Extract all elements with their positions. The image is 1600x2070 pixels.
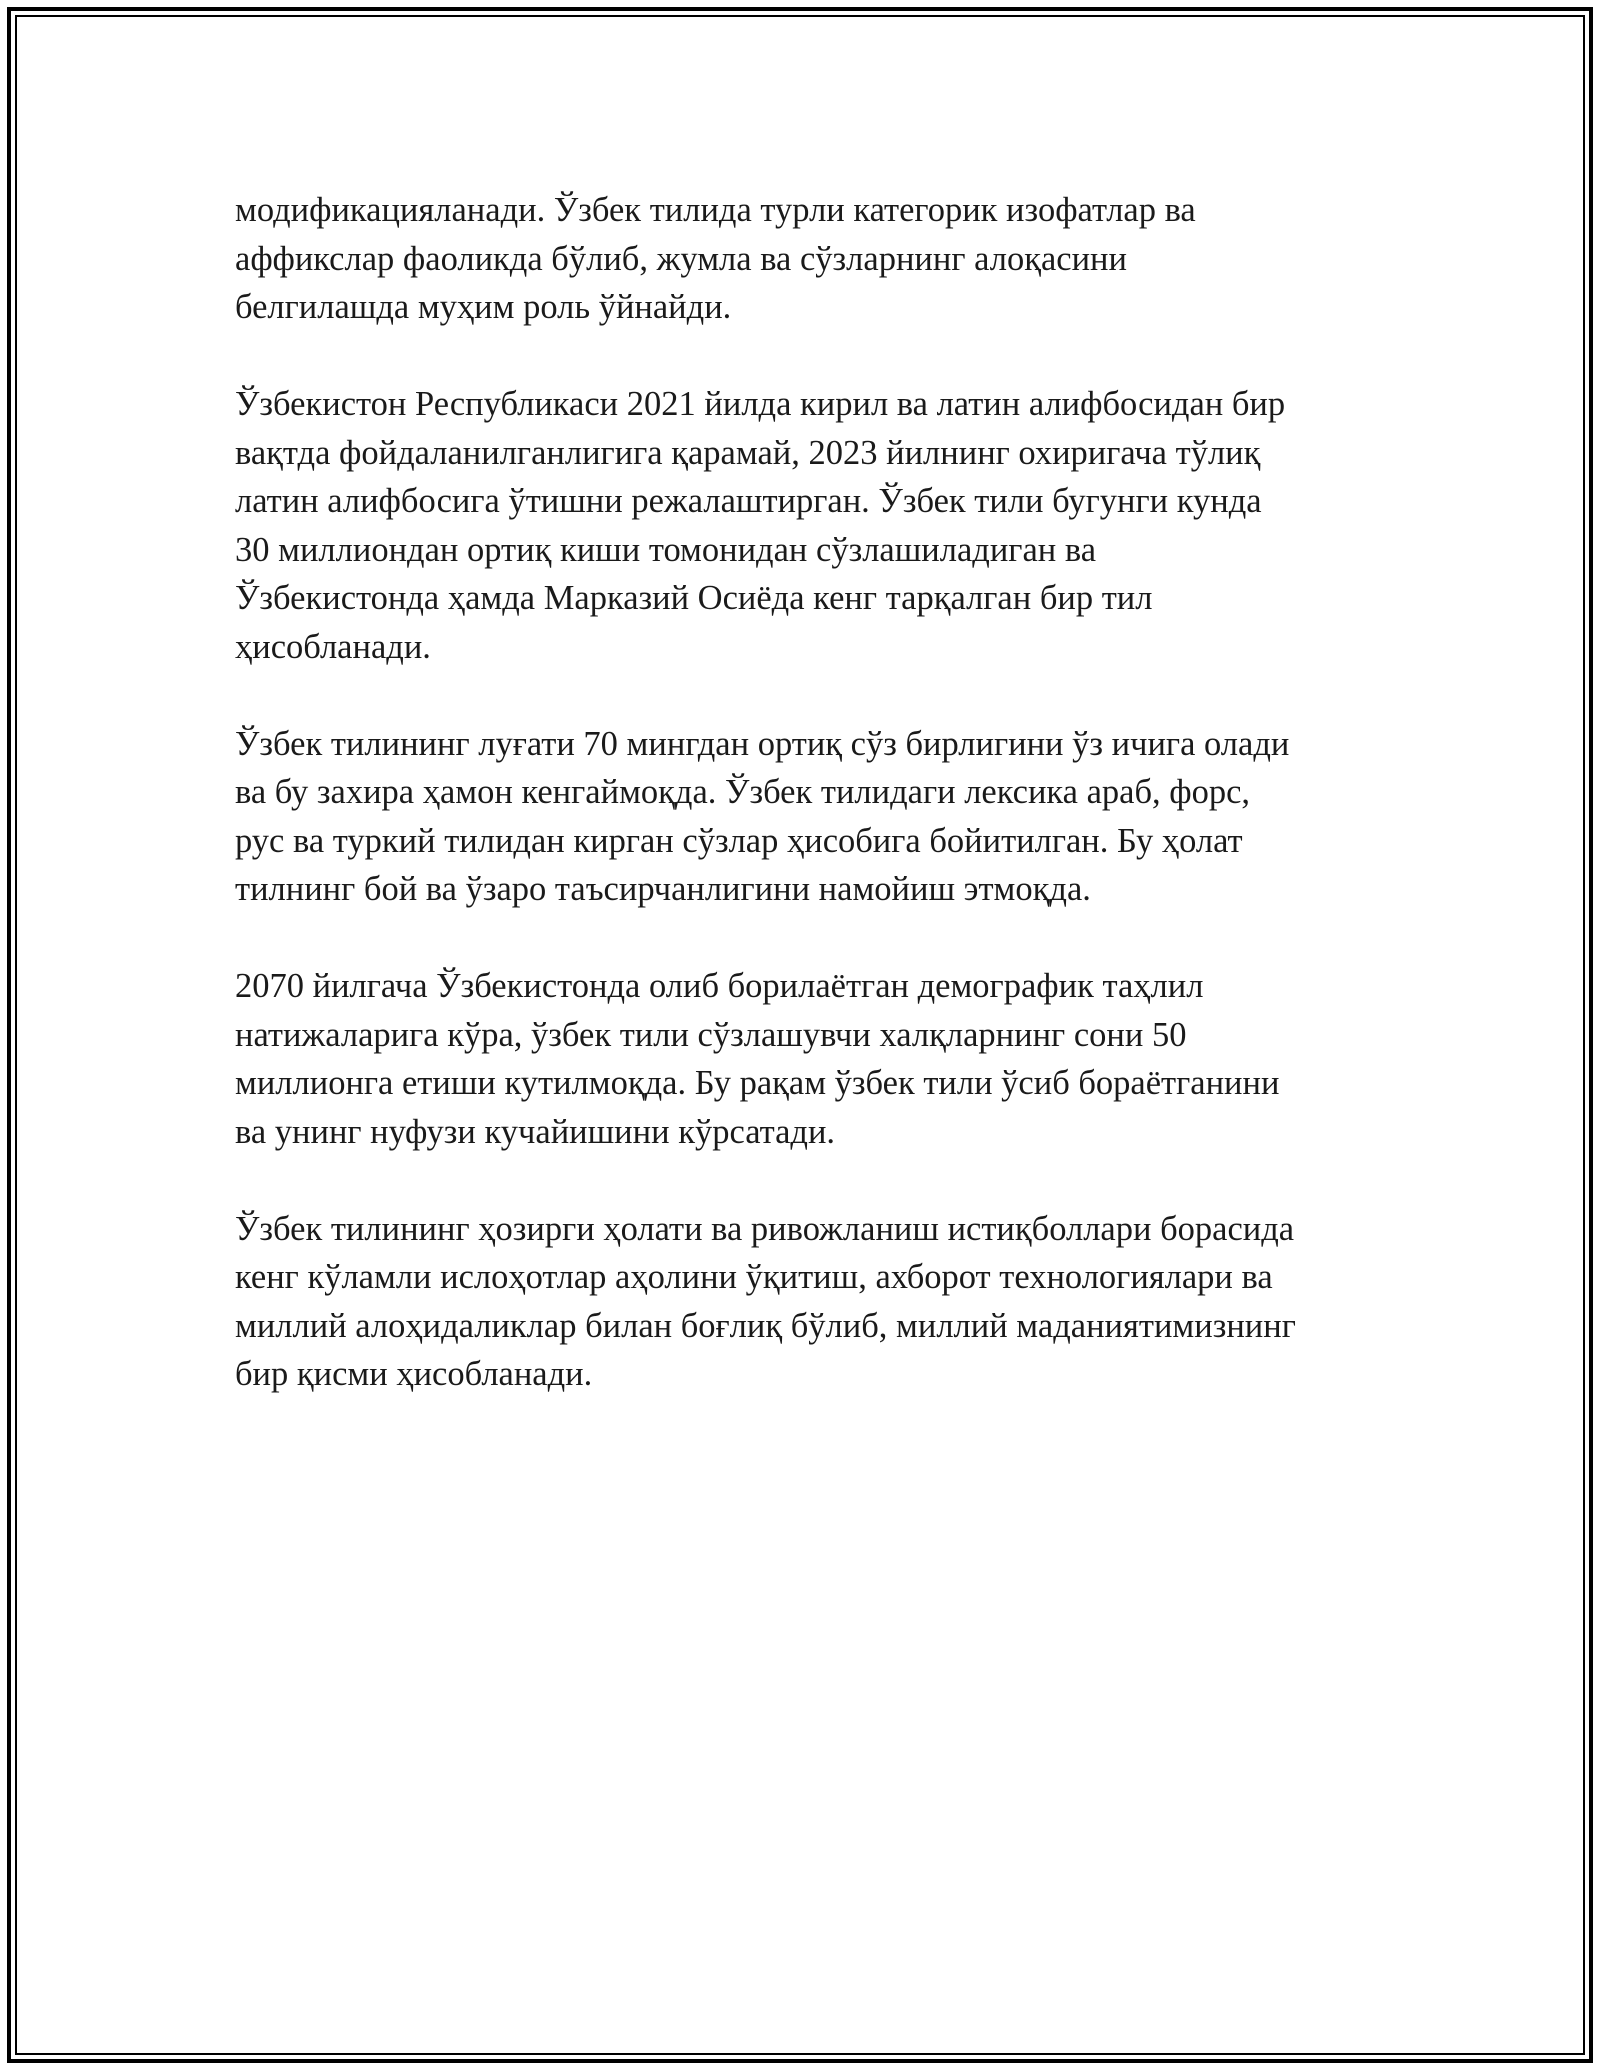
paragraph-4: 2070 йилгача Ўзбекистонда олиб борилаётган демографик таҳлил натижаларига кўра, ўзбек тили сўзлашувчи халқларнинг сони 50 миллионга етиши кутилмоқда. Бу рақам ўзбек тили ўсиб бораётганини ва унинг нуфузи кучайишини кўрсатади. [235, 967, 1280, 1151]
paragraph-2: Ўзбекистон Республикаси 2021 йилда кирил ва латин алифбосидан бир вақтда фойдаланилганлигига қарамай, 2023 йилнинг охиригача тўлиқ латин алифбосига ўтишни режалаштирган. Ўзбек тили бугунги кунда 30 миллиондан ортиқ киши томонидан сўзлашиладиган ва Ўзбекистонда ҳамда Марказий Осиёда кенг тарқалган бир тил ҳисобланади. [235, 385, 1286, 666]
paragraph-1: модификацияланади. Ўзбек тилида турли категорик изофатлар ва аффикслар фаоликда бўлиб, жумла ва сўзларнинг алоқасини белгилашда муҳим роль ўйнайди. [235, 191, 1196, 326]
paragraph-3: Ўзбек тилининг луғати 70 мингдан ортиқ сўз бирлигини ўз ичига олади ва бу захира ҳамон кенгаймоқда. Ўзбек тилидаги лексика араб, форс, рус ва туркий тилидан кирган сўзлар ҳисобига бойитилган. Бу ҳолат тилнинг бой ва ўзаро таъсирчанлигини намойиш этмоқда. [235, 724, 1290, 908]
paragraph-5: Ўзбек тилининг ҳозирги ҳолати ва ривожланиш истиқболлари борасида кенг кўламли ислоҳотлар аҳолини ўқитиш, ахборот технологиялари ва миллий алоҳидаликлар билан боғлиқ бўлиб, миллий маданиятимизнинг бир қисми ҳисобланади. [235, 1209, 1296, 1393]
document-body [235, 186, 1375, 1447]
